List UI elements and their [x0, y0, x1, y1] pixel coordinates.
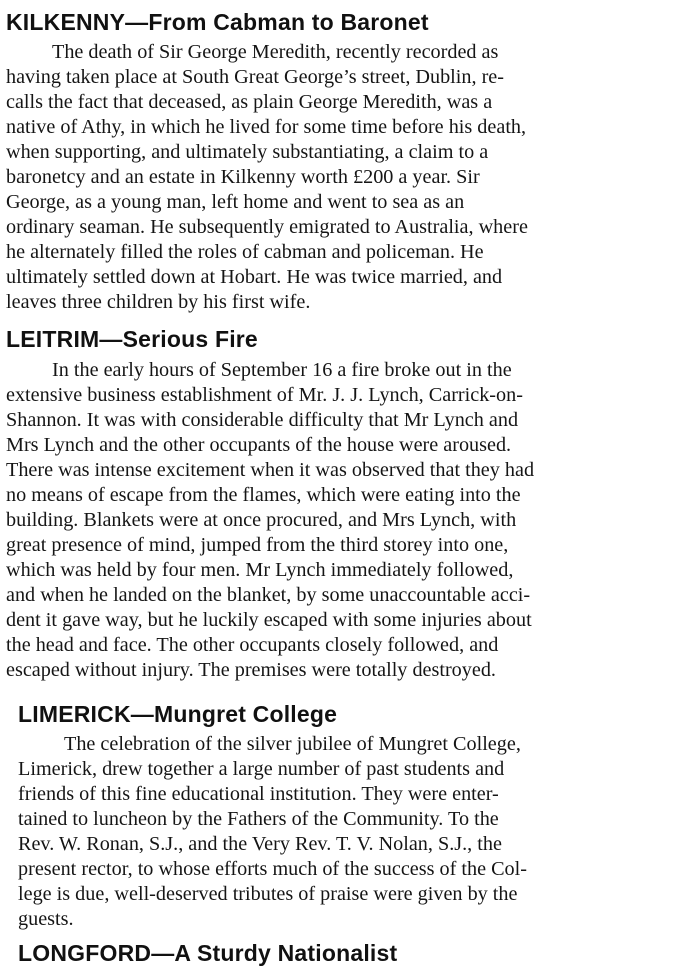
- article-line: which was held by four men. Mr Lynch immediately followed,: [6, 559, 514, 581]
- article-heading-longford: LONGFORD—A Sturdy Nationalist: [18, 940, 398, 966]
- article-line: great presence of mind, jumped from the third storey into one,: [6, 534, 509, 556]
- article-heading-leitrim: LEITRIM—Serious Fire: [6, 326, 258, 352]
- article-line: The celebration of the silver jubilee of Mungret College,: [64, 733, 521, 755]
- article-line: no means of escape from the flames, which were eating into the: [6, 484, 521, 506]
- article-line: tained to luncheon by the Fathers of the Community. To the: [18, 808, 499, 830]
- article-line: present rector, to whose efforts much of the success of the Col-: [18, 858, 527, 880]
- article-line: escaped without injury. The premises were totally destroyed.: [6, 659, 496, 681]
- article-line: lege is due, well-deserved tributes of praise were given by the: [18, 883, 518, 905]
- article-line: Limerick, drew together a large number of past students and: [18, 758, 505, 780]
- article-line: extensive business establishment of Mr. J. J. Lynch, Carrick-on-: [6, 384, 523, 406]
- article-line: when supporting, and ultimately substantiating, a claim to a: [6, 141, 489, 163]
- article-line: Rev. W. Ronan, S.J., and the Very Rev. T. V. Nolan, S.J., the: [18, 833, 502, 855]
- article-line: ultimately settled down at Hobart. He was twice married, and: [6, 266, 503, 288]
- article-heading-limerick: LIMERICK—Mungret College: [18, 701, 338, 727]
- article-line: native of Athy, in which he lived for some time before his death,: [6, 116, 527, 138]
- article-heading-kilkenny: KILKENNY—From Cabman to Baronet: [6, 9, 429, 35]
- article-line: leaves three children by his first wife.: [6, 291, 311, 313]
- article-line: dent it gave way, but he luckily escaped with some injuries about: [6, 609, 532, 631]
- article-line: he alternately filled the roles of cabman and policeman. He: [6, 241, 484, 263]
- article-line: ordinary seaman. He subsequently emigrated to Australia, where: [6, 216, 528, 238]
- article-line: There was intense excitement when it was observed that they had: [6, 459, 535, 481]
- article-line: building. Blankets were at once procured, and Mrs Lynch, with: [6, 509, 517, 531]
- article-line: The death of Sir George Meredith, recently recorded as: [52, 41, 499, 63]
- article-line: and when he landed on the blanket, by some unaccountable acci-: [6, 584, 531, 606]
- article-line: Mrs Lynch and the other occupants of the house were aroused.: [6, 434, 512, 456]
- article-line: the head and face. The other occupants closely followed, and: [6, 634, 499, 656]
- article-line: guests.: [18, 908, 74, 930]
- article-line: Shannon. It was with considerable difficulty that Mr Lynch and: [6, 409, 519, 431]
- article-line: friends of this fine educational institution. They were enter-: [18, 783, 499, 805]
- article-line: having taken place at South Great George’s street, Dublin, re-: [6, 66, 504, 88]
- article-line: calls the fact that deceased, as plain George Meredith, was a: [6, 91, 493, 113]
- article-line: In the early hours of September 16 a fire broke out in the: [52, 359, 512, 381]
- article-line: George, as a young man, left home and went to sea as an: [6, 191, 465, 213]
- article-line: baronetcy and an estate in Kilkenny worth £200 a year. Sir: [6, 166, 480, 188]
